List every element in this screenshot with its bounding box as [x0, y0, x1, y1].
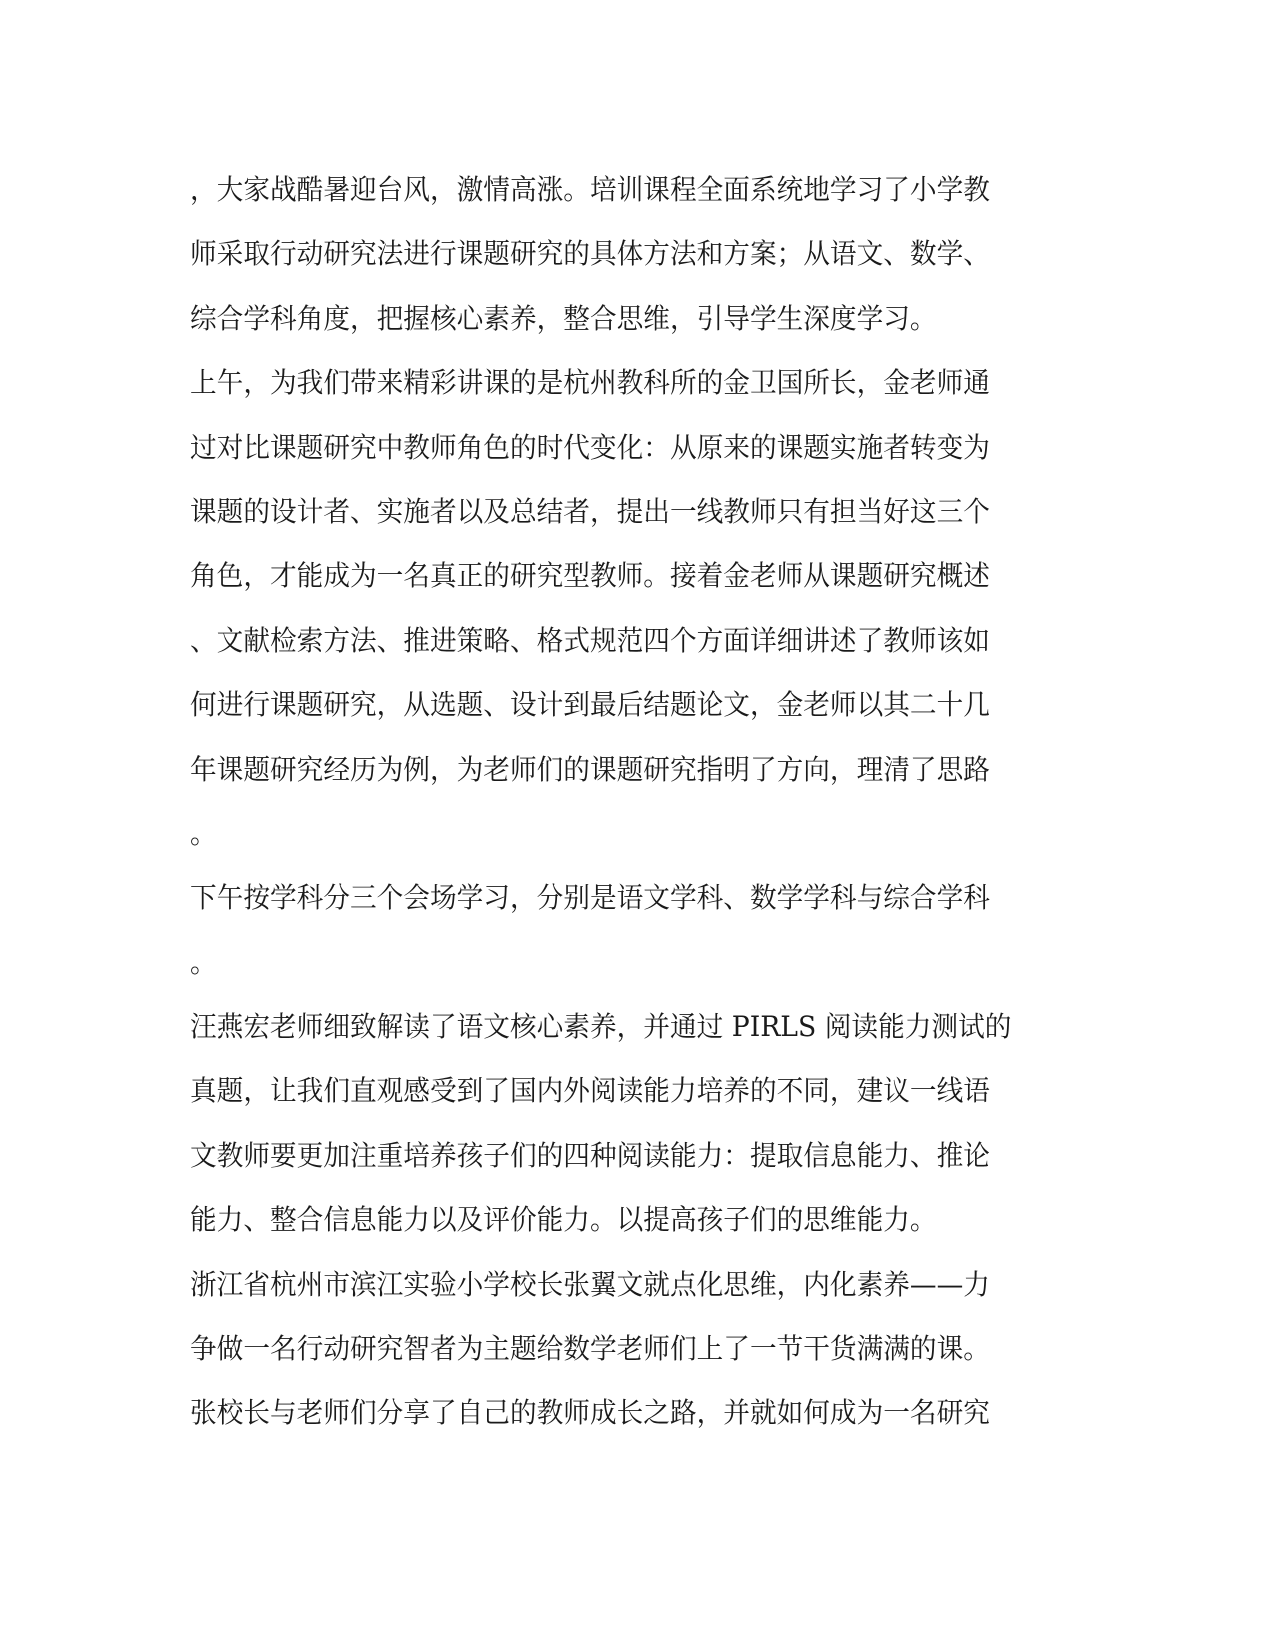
text-line: 争做一名行动研究智者为主题给数学老师们上了一节干货满满的课。	[190, 1332, 990, 1366]
text-line: ，大家战酷暑迎台风，激情高涨。培训课程全面系统地学习了小学教	[190, 173, 990, 206]
text-line: 张校长与老师们分享了自己的教师成长之路，并就如何成为一名研究	[190, 1396, 990, 1430]
text-line: 过对比课题研究中教师角色的时代变化：从原来的课题实施者转变为	[190, 430, 990, 464]
text-line: 角色，才能成为一名真正的研究型教师。接着金老师从课题研究概述	[190, 559, 990, 593]
text-line: 综合学科角度，把握核心素养，整合思维，引导学生深度学习。	[190, 301, 937, 335]
text-line: 师采取行动研究法进行课题研究的具体方法和方案；从语文、数学、	[190, 237, 990, 271]
text-line: 。	[190, 816, 217, 850]
text-line: 文教师要更加注重培养孩子们的四种阅读能力：提取信息能力、推论	[190, 1138, 990, 1172]
text-line: 真题，让我们直观感受到了国内外阅读能力培养的不同，建议一线语	[190, 1074, 990, 1108]
text-line: 、文献检索方法、推进策略、格式规范四个方面详细讲述了教师该如	[190, 623, 990, 657]
text-line: 下午按学科分三个会场学习，分别是语文学科、数学学科与综合学科	[190, 881, 990, 915]
text-line: 。	[190, 945, 217, 979]
text-line: 上午，为我们带来精彩讲课的是杭州教科所的金卫国所长，金老师通	[190, 366, 990, 400]
text-line: 何进行课题研究，从选题、设计到最后结题论文，金老师以其二十几	[190, 688, 990, 722]
text-line: 能力、整合信息能力以及评价能力。以提高孩子们的思维能力。	[190, 1203, 937, 1237]
text-line: 年课题研究经历为例，为老师们的课题研究指明了方向，理清了思路	[190, 752, 990, 786]
text-line: 课题的设计者、实施者以及总结者，提出一线教师只有担当好这三个	[190, 494, 990, 528]
text-line: 汪燕宏老师细致解读了语文核心素养，并通过 PIRLS 阅读能力测试的	[190, 1010, 1012, 1044]
text-line: 浙江省杭州市滨江实验小学校长张翼文就点化思维，内化素养——力	[190, 1267, 990, 1301]
body-text	[190, 158, 1070, 1446]
